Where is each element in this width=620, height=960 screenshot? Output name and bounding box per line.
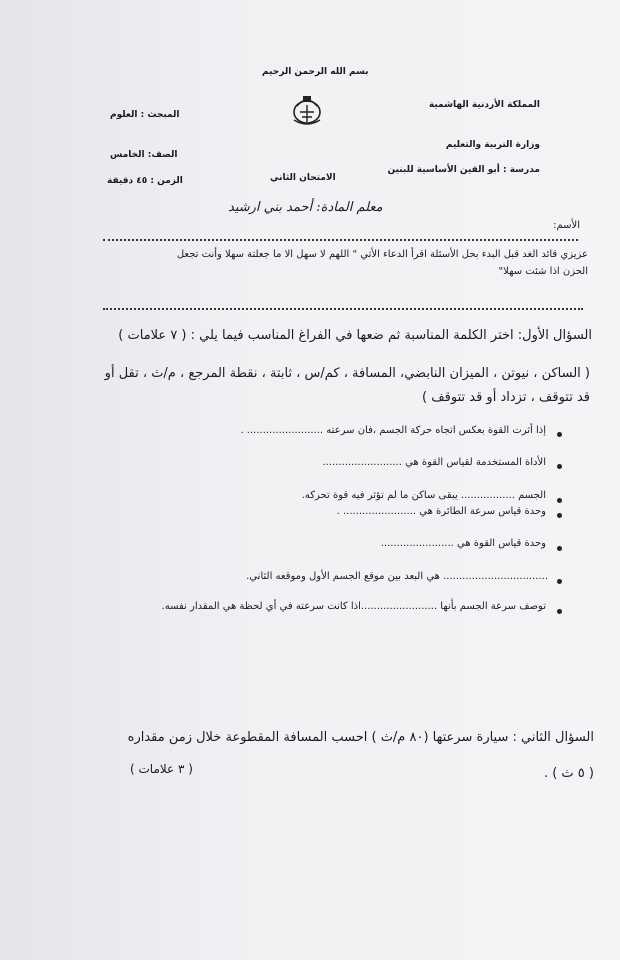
kingdom-label: المملكة الأردنية الهاشمية [428,100,540,110]
intro-line-1: عزيزي قائد الغد قبل البدء بحل الأسئلة اقرأ الدعاء الأتي " اللهم لا سهل الا ما جعلتة سهلا وأنت تجعل [176,249,588,260]
bullet-icon [557,546,562,551]
name-line [103,239,578,241]
teacher-name: معلم المادة: أحمد بني ارشيد [228,200,383,215]
bullet-icon [557,609,562,614]
jordan-emblem-icon [290,92,324,126]
ministry-label: وزارة التربية والتعليم [445,140,540,150]
question1-item-5: وحدة قياس القوة هي ....................... [380,538,546,549]
question2-line-1: السؤال الثاني : سيارة سرعتها (٨٠ م/ث ) احسب المسافة المقطوعة خلال زمن مقداره [127,730,594,745]
name-label: الأسم: [553,220,580,231]
question1-item-4: وحدة قياس سرعة الطائرة هي ....................... . [336,506,546,517]
grade-label: الصف: الخامس [110,150,178,160]
question1-title: السؤال الأول: اختر الكلمة المناسبة ثم ضعها في الفراغ المناسب فيما يلي : ( ٧ علامات ) [118,328,592,343]
bullet-icon [557,513,562,518]
divider-line [103,308,583,310]
question2-line-2: ( ٥ ث ) . [543,766,594,781]
school-label: مدرسة : أبو القين الأساسية للبنين [387,165,540,175]
word-bank-line-2: قد تتوقف ، تزداد أو قد تتوقف ) [422,390,590,405]
question1-item-2: الأداة المستخدمة لقياس القوة هي ......................... [322,457,546,468]
question1-item-3: الجسم ................. يبقى ساكن ما لم تؤثر فيه قوة تحركه. [301,490,546,501]
question1-item-7: توصف سرعة الجسم بأنها ........................اذا كانت سرعته في أي لحظة هي المقدار نفسه. [161,601,546,612]
bullet-icon [557,579,562,584]
exam-label: الامتحان الثاني [270,173,336,183]
bullet-icon [557,498,562,503]
basmala: بسم الله الرحمن الرحيم [262,67,369,77]
question1-item-6: ................................. هي البعد بين موقع الجسم الأول وموقعه الثاني. [246,571,548,582]
time-label: الزمن : ٤٥ دقيقة [107,176,183,186]
subject-label: المبحث : العلوم [110,110,180,120]
question2-marks: ( ٣ علامات ) [130,762,193,776]
intro-line-2: الحزن اذا شئت سهلا" [498,266,588,277]
bullet-icon [557,432,562,437]
word-bank-line-1: ( الساكن ، نيوتن ، الميزان النابضي، المسافة ، كم/س ، ثابتة ، نقطة المرجع ، م/ث ، تقل أو [104,366,590,381]
bullet-icon [557,464,562,469]
question1-item-1: إذا أثرت القوة بعكس اتجاه حركة الجسم ،فان سرعته ........................ . [240,425,546,436]
